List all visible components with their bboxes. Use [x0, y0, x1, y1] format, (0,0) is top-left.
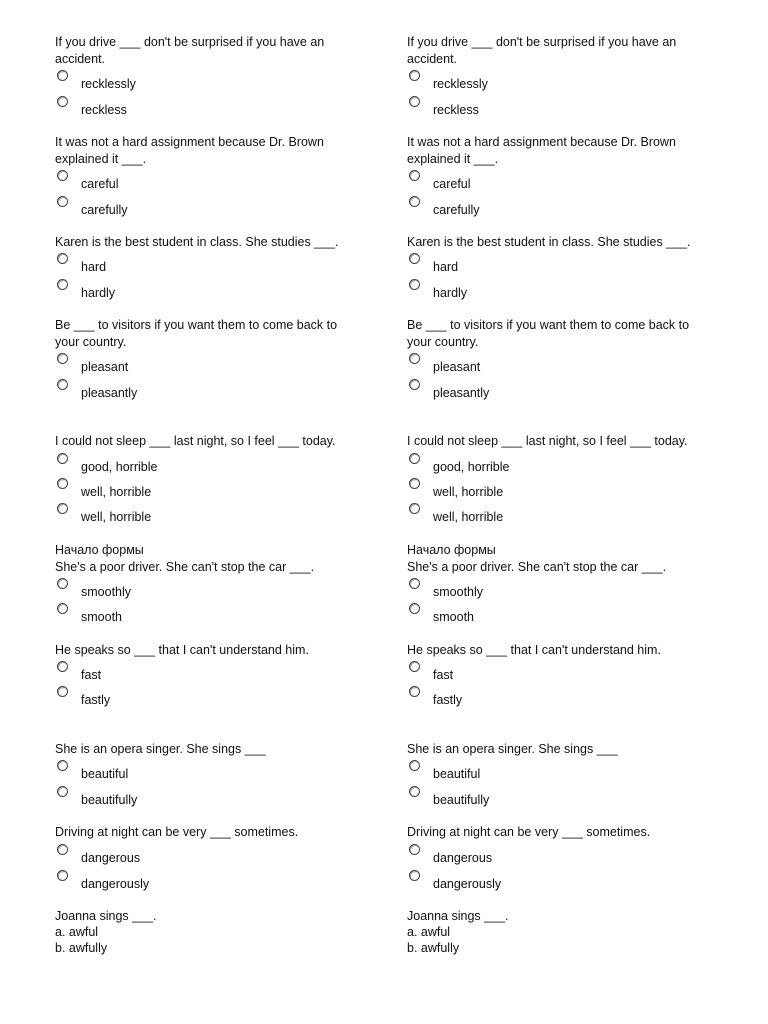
question-prompt: Karen is the best student in class. She studies ___. [407, 235, 691, 249]
option-label: beautifully [81, 793, 138, 807]
option-label: pleasantly [433, 386, 490, 400]
radio-button[interactable] [57, 453, 68, 464]
option-label: beautiful [81, 767, 129, 781]
option-label: dangerous [81, 851, 141, 865]
answer-option[interactable] [57, 850, 140, 866]
answer-option[interactable] [409, 692, 462, 708]
question-prompt: It was not a hard assignment because Dr. Brown explained it ___. [407, 135, 676, 166]
option-label: recklessly [433, 77, 488, 91]
radio-button[interactable] [409, 786, 420, 797]
answer-option[interactable] [57, 584, 131, 600]
answer-option[interactable] [409, 609, 474, 625]
radio-button[interactable] [409, 503, 420, 514]
radio-button[interactable] [409, 478, 420, 489]
option-label: well, horrible [81, 510, 152, 524]
radio-button[interactable] [57, 661, 68, 672]
option-label: pleasant [433, 360, 481, 374]
option-label: fast [433, 668, 454, 682]
option-label: recklessly [81, 77, 136, 91]
radio-button[interactable] [409, 379, 420, 390]
question-prompt: Be ___ to visitors if you want them to come back to your country. [407, 318, 690, 349]
option-label: smooth [81, 610, 122, 624]
radio-button[interactable] [409, 661, 420, 672]
answer-option[interactable] [409, 850, 492, 866]
radio-button[interactable] [409, 870, 420, 881]
option-label: fastly [81, 693, 111, 707]
answer-option[interactable] [57, 285, 115, 301]
question-prompt: I could not sleep ___ last night, so I feel ___ today. [407, 434, 688, 448]
answer-option[interactable] [409, 484, 503, 500]
option-label: hard [81, 260, 107, 274]
answer-option[interactable] [57, 876, 149, 892]
choice-b-text: b. awfully [407, 941, 460, 955]
answer-option[interactable] [409, 176, 471, 192]
answer-option[interactable] [57, 692, 110, 708]
question-prompt: She is an opera singer. She sings ___ [407, 742, 618, 756]
answer-option[interactable] [57, 766, 128, 782]
answer-option[interactable] [409, 76, 488, 92]
option-label: dangerously [433, 877, 502, 891]
question-prompt: Joanna sings ___. [407, 909, 509, 923]
option-label: well, horrible [433, 485, 504, 499]
answer-option[interactable] [409, 202, 480, 218]
answer-option[interactable] [57, 509, 151, 525]
answer-option[interactable] [409, 259, 458, 275]
question-prompt: She is an opera singer. She sings ___ [55, 742, 266, 756]
radio-button[interactable] [57, 870, 68, 881]
answer-option[interactable] [57, 459, 157, 475]
radio-button[interactable] [57, 844, 68, 855]
question-prompt: It was not a hard assignment because Dr. Brown explained it ___. [55, 135, 324, 166]
radio-button[interactable] [409, 603, 420, 614]
option-label: well, horrible [81, 485, 152, 499]
answer-option[interactable] [409, 792, 489, 808]
radio-button[interactable] [409, 844, 420, 855]
question-prompt: He speaks so ___ that I can't understand him. [407, 643, 661, 657]
question-prompt: Joanna sings ___. [55, 909, 157, 923]
answer-option[interactable] [57, 259, 106, 275]
question-prompt: I could not sleep ___ last night, so I feel ___ today. [55, 434, 336, 448]
answer-option[interactable] [57, 202, 128, 218]
answer-option[interactable] [57, 76, 136, 92]
radio-button[interactable] [409, 253, 420, 264]
option-label: beautiful [433, 767, 481, 781]
option-label: carefully [433, 203, 480, 217]
question-prompt: She's a poor driver. She can't stop the car ___. [407, 560, 667, 574]
option-label: good, horrible [81, 460, 158, 474]
option-label: smoothly [81, 585, 132, 599]
radio-button[interactable] [57, 379, 68, 390]
question-prompt: If you drive ___ don't be surprised if you have an accident. [55, 35, 325, 66]
option-label: pleasantly [81, 386, 138, 400]
answer-option[interactable] [57, 484, 151, 500]
answer-option[interactable] [409, 385, 489, 401]
answer-option[interactable] [409, 509, 503, 525]
question-prompt: Be ___ to visitors if you want them to come back to your country. [55, 318, 338, 349]
radio-button[interactable] [57, 578, 68, 589]
answer-option[interactable] [57, 176, 119, 192]
answer-option[interactable] [409, 285, 467, 301]
radio-button[interactable] [57, 478, 68, 489]
option-label: dangerous [433, 851, 493, 865]
radio-button[interactable] [57, 686, 68, 697]
question-prompt: He speaks so ___ that I can't understand him. [55, 643, 309, 657]
radio-button[interactable] [409, 760, 420, 771]
answer-option[interactable] [409, 584, 483, 600]
radio-button[interactable] [409, 70, 420, 81]
answer-option[interactable] [57, 359, 128, 375]
option-label: reckless [81, 103, 127, 117]
question-prompt: Driving at night can be very ___ sometimes. [407, 825, 651, 839]
radio-button[interactable] [57, 279, 68, 290]
option-label: fast [81, 668, 102, 682]
radio-button[interactable] [409, 279, 420, 290]
question-prompt: Karen is the best student in class. She studies ___. [55, 235, 339, 249]
answer-option[interactable] [57, 667, 101, 683]
option-label: pleasant [81, 360, 129, 374]
radio-button[interactable] [409, 453, 420, 464]
radio-button[interactable] [57, 760, 68, 771]
answer-option[interactable] [409, 459, 509, 475]
answer-option[interactable] [57, 609, 122, 625]
option-label: careful [433, 177, 471, 191]
radio-button[interactable] [409, 170, 420, 181]
option-label: carefully [81, 203, 128, 217]
radio-button[interactable] [57, 170, 68, 181]
form-start-header: Начало формы [55, 543, 144, 557]
option-label: good, horrible [433, 460, 510, 474]
answer-option[interactable] [409, 876, 501, 892]
question-prompt: If you drive ___ don't be surprised if you have an accident. [407, 35, 677, 66]
radio-button[interactable] [57, 96, 68, 107]
radio-button[interactable] [57, 196, 68, 207]
option-label: smoothly [433, 585, 484, 599]
answer-option[interactable] [409, 667, 453, 683]
choice-a-text: a. awful [55, 925, 99, 939]
option-label: hardly [433, 286, 468, 300]
radio-button[interactable] [57, 253, 68, 264]
answer-option[interactable] [57, 102, 127, 118]
answer-option[interactable] [409, 766, 480, 782]
radio-button[interactable] [409, 353, 420, 364]
question-prompt: Driving at night can be very ___ sometimes. [55, 825, 299, 839]
option-label: well, horrible [433, 510, 504, 524]
radio-button[interactable] [409, 686, 420, 697]
option-label: hard [433, 260, 459, 274]
radio-button[interactable] [57, 353, 68, 364]
answer-option[interactable] [57, 385, 137, 401]
form-start-header: Начало формы [407, 543, 496, 557]
option-label: reckless [433, 103, 479, 117]
radio-button[interactable] [57, 70, 68, 81]
radio-button[interactable] [409, 578, 420, 589]
option-label: careful [81, 177, 119, 191]
answer-option[interactable] [409, 359, 480, 375]
option-label: fastly [433, 693, 463, 707]
option-label: dangerously [81, 877, 150, 891]
option-label: smooth [433, 610, 474, 624]
choice-b-text: b. awfully [55, 941, 108, 955]
question-prompt: She's a poor driver. She can't stop the car ___. [55, 560, 315, 574]
answer-option[interactable] [57, 792, 137, 808]
choice-a-text: a. awful [407, 925, 451, 939]
radio-button[interactable] [409, 196, 420, 207]
radio-button[interactable] [57, 603, 68, 614]
radio-button[interactable] [409, 96, 420, 107]
answer-option[interactable] [409, 102, 479, 118]
radio-button[interactable] [57, 503, 68, 514]
option-label: beautifully [433, 793, 490, 807]
radio-button[interactable] [57, 786, 68, 797]
option-label: hardly [81, 286, 116, 300]
